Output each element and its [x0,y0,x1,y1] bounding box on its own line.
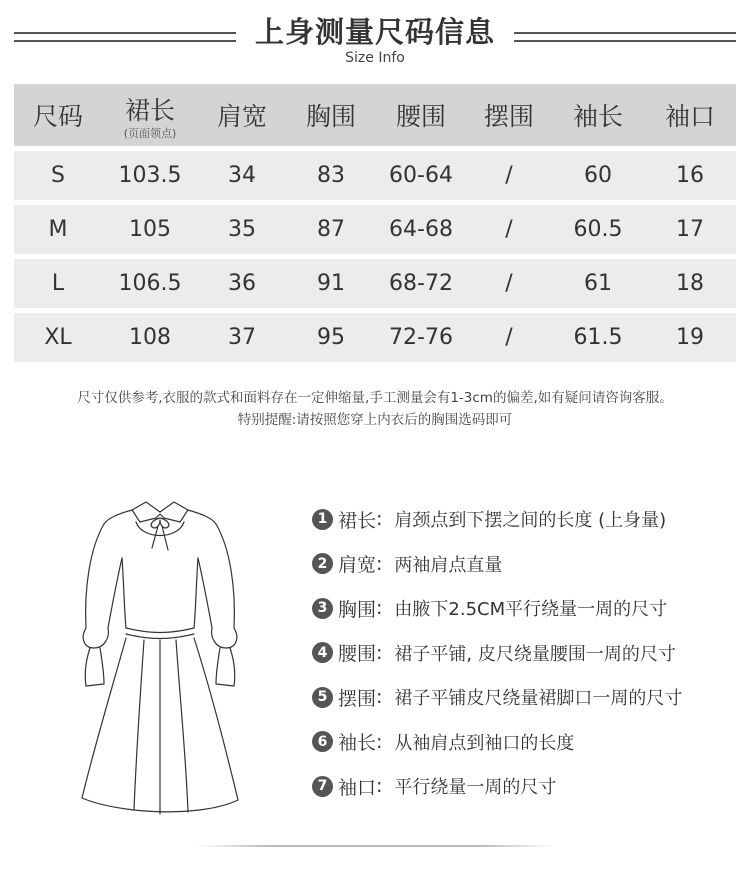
bottom-divider [196,845,554,847]
table-cell: L [51,271,65,296]
definition-desc: 裙子平铺, 皮尺绕量腰围一周的尺寸 [394,643,676,665]
header [0,0,750,80]
table-cell: 61.5 [573,325,623,350]
page-subtitle: Size Info [345,50,405,66]
definition-name: 肩宽 [338,554,377,576]
table-cell: 105 [129,217,171,242]
definition-desc: 从袖肩点到袖口的长度 [394,732,575,754]
definition-desc: 由腋下2.5CM平行绕量一周的尺寸 [394,599,668,620]
special-reminder: 特别提醒:请按照您穿上内衣后的胸围选码即可 [237,412,513,428]
table-cell: 87 [317,217,345,242]
table-cell: / [505,325,513,350]
definition-name: 摆围 [338,687,377,710]
header-cell-waist: 腰围 [395,102,446,131]
definition-item: 6 袖长 : 从袖肩点到袖口的长度 [312,730,742,754]
table-cell: 83 [317,163,345,188]
number-badge: 3 [312,598,333,619]
definition-desc: 裙子平铺皮尺绕量裙脚口一周的尺寸 [394,688,683,709]
table-cell: 91 [317,271,345,296]
definition-name: 腰围 [338,643,377,665]
table-cell: 60-64 [389,163,453,188]
definition-item: 4 腰围 : 裙子平铺, 皮尺绕量腰围一周的尺寸 [312,641,742,665]
table-row [14,313,736,362]
table-cell: 18 [676,271,704,296]
table-cell: 37 [228,325,256,350]
number-badge: 4 [312,642,333,663]
header-note: (页面领点) [123,126,177,140]
table-row [14,205,736,254]
definition-item: 7 袖口 : 平行绕量一周的尺寸 [312,774,742,798]
header-cell-hem: 摆围 [483,102,534,131]
table-cell: 106.5 [118,271,182,296]
table-cell: 16 [676,163,704,188]
definition-desc: 肩颈点到下摆之间的长度 (上身量) [394,510,667,531]
table-cell: / [505,217,513,242]
table-cell: 64-68 [389,217,453,242]
header-cell-sleeve-length: 袖长 [572,102,623,131]
definition-desc: 平行绕量一周的尺寸 [394,777,557,798]
definition-item: 2 肩宽 : 两袖肩点直量 [312,552,742,576]
disclaimer-note: 尺寸仅供参考,衣服的款式和面料存在一定伸缩量,手工测量会有1-3cm的偏差,如有疑问请咨询客服。 [77,390,673,406]
size-table [14,84,736,362]
definition-name: 袖长 [338,732,377,754]
number-badge: 2 [312,553,333,574]
definition-name: 胸围 [338,598,377,621]
table-cell: M [48,217,68,242]
header-cell-size: 尺码 [32,102,83,131]
definition-item: 3 胸围 : 由腋下2.5CM平行绕量一周的尺寸 [312,596,742,620]
number-badge: 7 [312,776,333,797]
table-cell: S [51,163,65,188]
measurement-definitions [312,507,742,819]
table-cell: XL [44,325,72,350]
definition-item: 5 摆围 : 裙子平铺皮尺绕量裙脚口一周的尺寸 [312,685,742,709]
table-cell: 72-76 [389,325,453,350]
number-badge: 5 [312,687,333,708]
table-header-row [14,84,736,146]
header-cell-shoulder: 肩宽 [216,102,267,131]
table-cell: 108 [129,325,171,350]
table-cell: 68-72 [389,271,453,296]
table-cell: 60 [584,163,612,188]
table-cell: / [505,271,513,296]
table-cell: 34 [228,163,256,188]
definition-item: 1 裙长 : 肩颈点到下摆之间的长度 (上身量) [312,507,742,531]
table-cell: 36 [228,271,256,296]
header-cell-bust: 胸围 [305,102,356,131]
page-title: 上身测量尺码信息 [254,15,495,49]
definition-name: 裙长 [338,509,377,532]
table-cell: 103.5 [118,163,182,188]
table-cell: 19 [676,325,704,350]
table-cell: 17 [676,217,704,242]
table-cell: 35 [228,217,256,242]
definition-desc: 两袖肩点直量 [394,554,503,576]
header-cell-length: 裙长 (页面领点) [123,95,177,140]
header-cell-cuff: 袖口 [664,102,715,131]
header-rule-right [514,32,736,42]
table-cell: 61 [584,271,612,296]
table-cell: 95 [317,325,345,350]
number-badge: 6 [312,731,333,752]
table-cell: 60.5 [573,217,623,242]
definition-name: 袖口 [338,776,377,799]
dress-illustration [60,488,260,828]
table-cell: / [505,163,513,188]
table-row [14,259,736,308]
table-row [14,151,736,200]
header-rule-left [14,32,236,42]
number-badge: 1 [312,509,333,530]
